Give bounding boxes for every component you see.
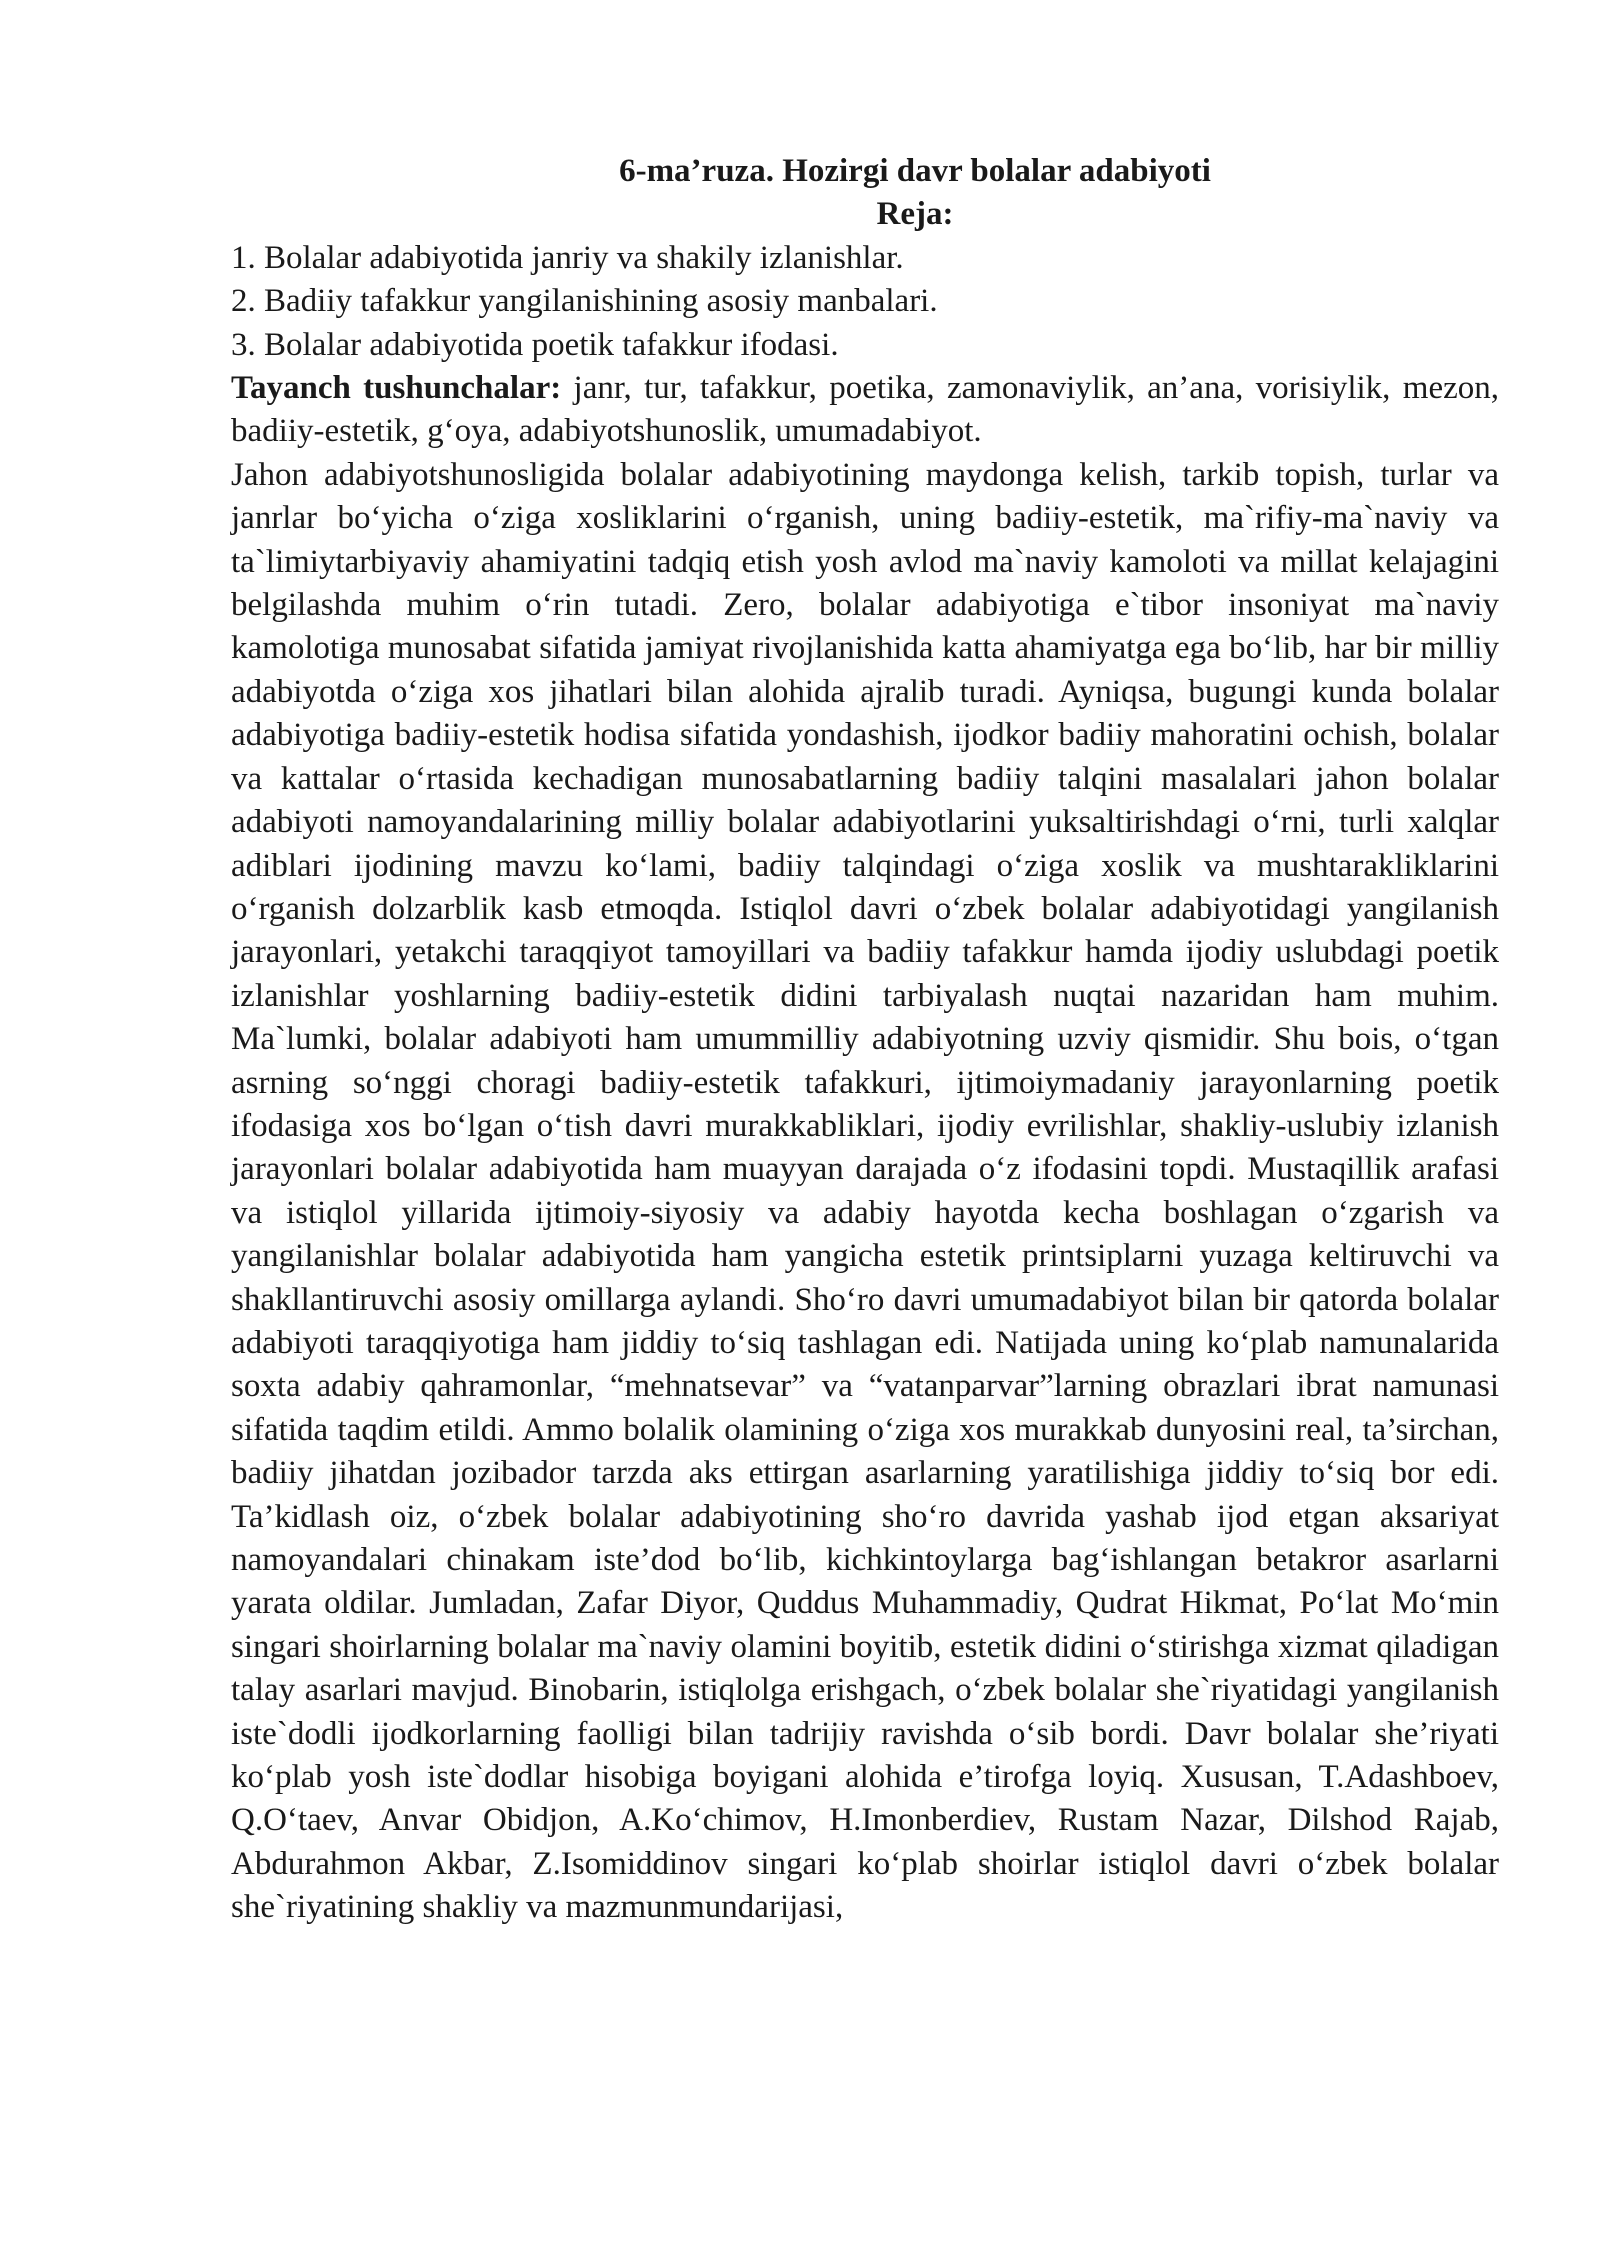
plan-heading: Reja: (876, 196, 954, 233)
keywords-text: janr, tur, tafakkur, poetika, zamonaviylik, an’ana, vorisiylik, mezon, badiiy-estetik, g‘oya, adabiyotshunoslik, umumadabiyot. (231, 370, 1499, 450)
body-paragraph: Jahon adabiyotshunosligida bolalar adabiyotining maydonga kelish, tarkib topish, turlar va janrlar bo‘yicha o‘ziga xosliklarini o‘rganish, uning badiiy-estetik, ma`rifiy-ma`naviy va ta`limiytarbiyaviy ahamiyatini tadqiq etish yosh avlod ma`naviy kamoloti va millat kelajagini belgilashda muhim o‘rin tutadi. Zero, bolalar adabiyotiga e`tibor insoniyat ma`naviy kamolotiga munosabat sifatida jamiyat rivojlanishida katta ahamiyatga ega bo‘lib, har bir milliy adabiyotda o‘ziga xos jihatlari bilan alohida ajralib turadi. Ayniqsa, bugungi kunda bolalar adabiyotiga badiiy-estetik hodisa sifatida yondashish, ijodkor badiiy mahoratini ochish, bolalar va kattalar o‘rtasida kechadigan munosabatlarning badiiy talqini masalalari jahon bolalar adabiyoti namoyandalarining milliy bolalar adabiyotlarini yuksaltirishdagi o‘rni, turli xalqlar adiblari ijodining mavzu ko‘lami, badiiy talqindagi o‘ziga xoslik va mushtarakliklarini o‘rganish dolzarblik kasb etmoqda. Istiqlol davri o‘zbek bolalar adabiyotidagi yangilanish jarayonlari, yetakchi taraqqiyot tamoyillari va badiiy tafakkur hamda ijodiy uslubdagi poetik izlanishlar yoshlarning badiiy-estetik didini tarbiyalash nuqtai nazaridan ham muhim. Ma`lumki, bolalar adabiyoti ham umummilliy adabiyotning uzviy qismidir. Shu bois, o‘tgan asrning so‘nggi choragi badiiy-estetik tafakkuri, ijtimoiymadaniy jarayonlarning poetik ifodasiga xos bo‘lgan o‘tish davri murakkabliklari, ijodiy evrilishlar, shakliy-uslubiy izlanish jarayonlari bolalar adabiyotida ham muayyan darajada o‘z ifodasini topdi. Mustaqillik arafasi va istiqlol yillarida ijtimoiy-siyosiy va adabiy hayotda kecha boshlagan o‘zgarish va yangilanishlar bolalar adabiyotida ham yangicha estetik printsiplarni yuzaga keltiruvchi va shakllantiruvchi asosiy omillarga aylandi. Sho‘ro davri umumadabiyot bilan bir qatorda bolalar adabiyoti taraqqiyotiga ham jiddiy to‘siq tashlagan edi. Natijada uning ko‘plab namunalarida soxta adabiy qahramonlar, “mehnatsevar” va “vatanparvar”larning obrazlari ibrat namunasi sifatida taqdim etildi. Ammo bolalik olamining o‘ziga xos murakkab dunyosini real, ta’sirchan, badiiy jihatdan jozibador tarzda aks ettirgan asarlarning yaratilishiga jiddiy to‘siq bor edi. Ta’kidlash oiz, o‘zbek bolalar adabiyotining sho‘ro davrida yashab ijod etgan aksariyat namoyandalari chinakam iste’dod bo‘lib, kichkintoylarga bag‘ishlangan betakror asarlarni yarata oldilar. Jumladan, Zafar Diyor, Quddus Muhammadiy, Qudrat Hikmat, Po‘lat Mo‘min singari shoirlarning bolalar ma`naviy olamini boyitib, estetik didini o‘stirishga xizmat qiladigan talay asarlari mavjud. Binobarin, istiqlolga erishgach, o‘zbek bolalar she`riyatidagi yangilanish iste`dodli ijodkorlarning faolligi bilan tadrijiy ravishda o‘sib bordi. Davr bolalar she’riyati ko‘plab yosh iste`dodlar hisobiga boyigani alohida e’tirofga loyiq. Xususan, T.Adashboev, Q.O‘taev, Anvar Obidjon, A.Ko‘chimov, H.Imonberdiev, Rustam Nazar, Dilshod Rajab, Abdurahmon Akbar, Z.Isomiddinov singari ko‘plab shoirlar istiqlol davri o‘zbek bolalar she`riyatining shakliy va mazmunmundarijasi, (231, 456, 1499, 1926)
plan-item: 2. Badiiy tafakkur yangilanishining asosiy manbalari. (231, 283, 938, 320)
keywords-paragraph (231, 367, 1499, 454)
plan-item: 3. Bolalar adabiyotida poetik tafakkur ifodasi. (231, 326, 839, 363)
plan-list (231, 237, 1499, 367)
keywords-label: Tayanch tushunchalar: (231, 370, 562, 407)
document-page (231, 150, 1499, 1930)
plan-item: 1. Bolalar adabiyotida janriy va shakily izlanishlar. (231, 239, 904, 276)
document-title: 6-ma’ruza. Hozirgi davr bolalar adabiyoti (619, 153, 1211, 189)
